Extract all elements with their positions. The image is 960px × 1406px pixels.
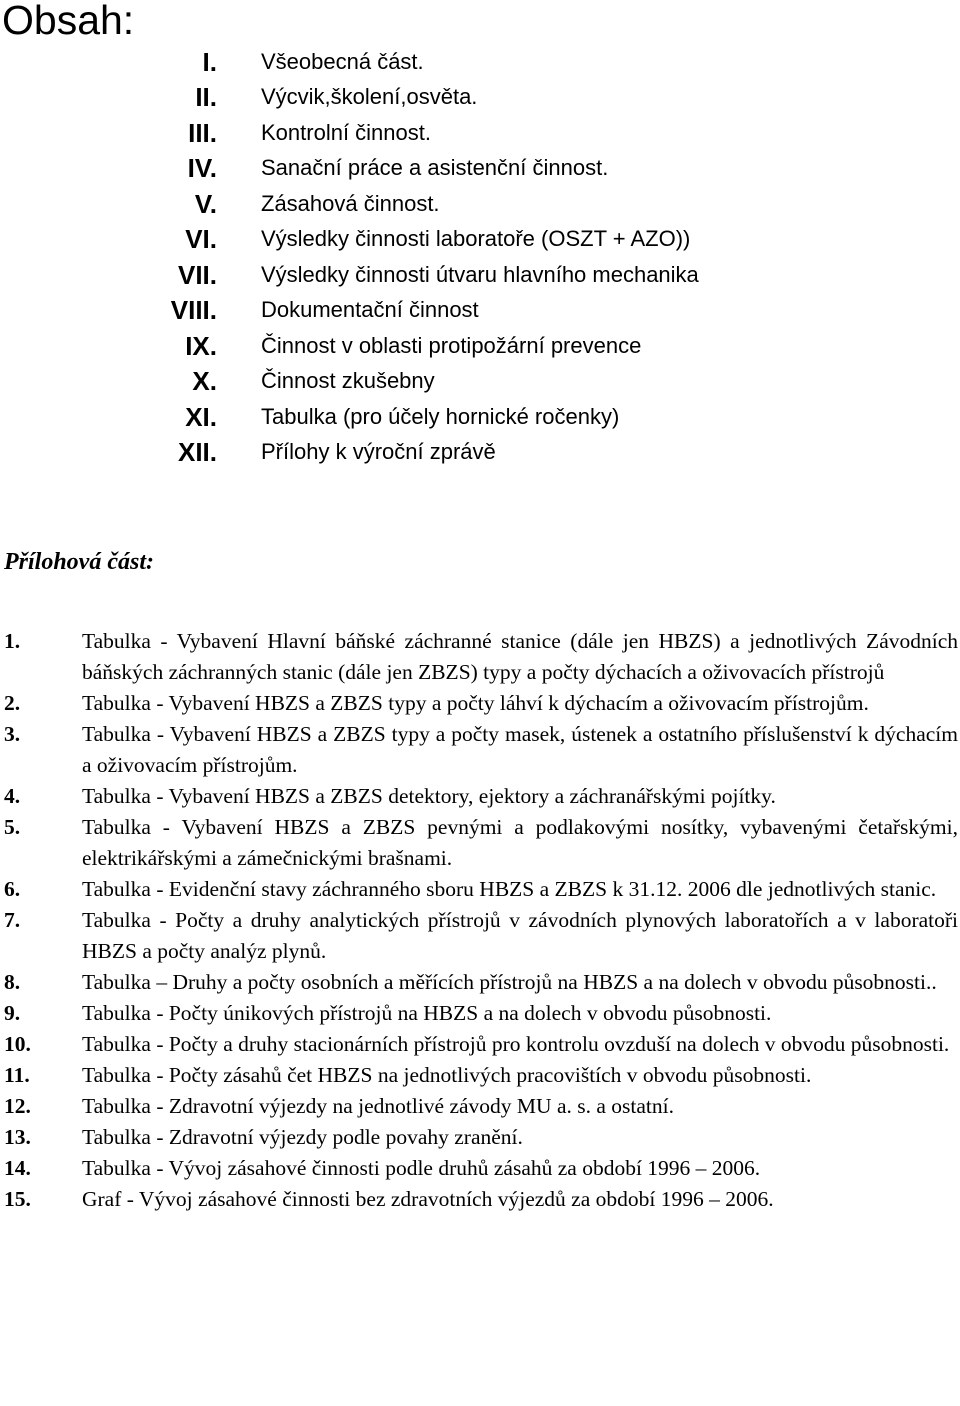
toc-item bbox=[0, 364, 960, 400]
appendix-item-number: 1. bbox=[4, 629, 21, 653]
appendix-item-number: 15. bbox=[4, 1187, 31, 1211]
toc-number: V. bbox=[194, 188, 217, 219]
toc-item bbox=[0, 399, 960, 435]
appendix-item-number: 3. bbox=[4, 722, 21, 746]
appendix-item-number: 13. bbox=[4, 1125, 31, 1149]
appendix-item-text: Graf - Vývoj zásahové činnosti bez zdravotních výjezdů za období 1996 – 2006. bbox=[82, 1187, 774, 1211]
appendix-item-text: Tabulka - Vývoj zásahové činnosti podle druhů zásahů za období 1996 – 2006. bbox=[82, 1156, 761, 1180]
appendix-list bbox=[0, 626, 960, 1215]
appendix-item bbox=[0, 1184, 960, 1215]
appendix-item bbox=[0, 719, 960, 781]
toc-number: IX. bbox=[185, 330, 217, 361]
appendix-item bbox=[0, 1122, 960, 1153]
appendix-item-text: Tabulka - Počty a druhy stacionárních přístrojů pro kontrolu ovzduší na dolech v obvodu působnosti. bbox=[82, 1032, 950, 1056]
toc-number: IV. bbox=[187, 153, 217, 184]
toc-label: Přílohy k výroční zprávě bbox=[261, 439, 496, 465]
appendix-item bbox=[0, 626, 960, 688]
appendix-item-number: 10. bbox=[4, 1032, 31, 1056]
toc-item bbox=[0, 293, 960, 329]
toc-label: Výsledky činnosti laboratoře (OSZT + AZO)) bbox=[261, 226, 691, 252]
appendix-item-text: Tabulka - Vybavení HBZS a ZBZS pevnými a podlakovými nosítky, vybavenými četařskými, elektrikářskými a zámečnickými brašnami. bbox=[82, 815, 958, 870]
appendix-item-text: Tabulka - Vybavení HBZS a ZBZS typy a počty láhví k dýchacím a oživovacím přístrojům. bbox=[82, 691, 869, 715]
toc-item bbox=[0, 186, 960, 222]
appendix-item bbox=[0, 1153, 960, 1184]
appendix-item bbox=[0, 688, 960, 719]
appendix-item bbox=[0, 1060, 960, 1091]
appendix-heading: Přílohová část: bbox=[4, 549, 154, 575]
toc-item bbox=[0, 151, 960, 187]
appendix-item-number: 6. bbox=[4, 877, 21, 901]
toc-label: Tabulka (pro účely hornické ročenky) bbox=[261, 403, 620, 429]
toc-label: Činnost zkušebny bbox=[261, 368, 435, 394]
appendix-item bbox=[0, 1091, 960, 1122]
page-title: Obsah: bbox=[2, 0, 135, 43]
appendix-item-number: 4. bbox=[4, 784, 21, 808]
toc-item bbox=[0, 115, 960, 151]
toc-label: Dokumentační činnost bbox=[261, 297, 479, 323]
appendix-item-text: Tabulka - Vybavení HBZS a ZBZS detektory, ejektory a záchranářskými pojítky. bbox=[82, 784, 776, 808]
toc-number: XII. bbox=[177, 437, 217, 468]
toc-number: X. bbox=[192, 366, 217, 397]
appendix-item-number: 11. bbox=[4, 1063, 30, 1087]
toc-number: III. bbox=[188, 117, 217, 148]
toc-label: Zásahová činnost. bbox=[261, 190, 440, 216]
toc-number: VII. bbox=[177, 259, 217, 290]
appendix-item bbox=[0, 781, 960, 812]
toc-label: Kontrolní činnost. bbox=[261, 119, 431, 145]
toc-label: Výsledky činnosti útvaru hlavního mechanika bbox=[261, 261, 699, 287]
appendix-item bbox=[0, 874, 960, 905]
appendix-item-text: Tabulka - Zdravotní výjezdy na jednotlivé závody MU a. s. a ostatní. bbox=[82, 1094, 674, 1118]
appendix-item-text: Tabulka – Druhy a počty osobních a měřících přístrojů na HBZS a na dolech v obvodu působnosti.. bbox=[82, 970, 937, 994]
appendix-item-text: Tabulka - Vybavení HBZS a ZBZS typy a počty masek, ústenek a ostatního příslušenství k dýchacím a oživovacím přístrojům. bbox=[82, 722, 958, 777]
toc-label: Výcvik,školení,osvěta. bbox=[261, 84, 478, 110]
appendix-item-number: 9. bbox=[4, 1001, 21, 1025]
table-of-contents bbox=[0, 44, 960, 470]
appendix-item bbox=[0, 905, 960, 967]
appendix-item bbox=[0, 998, 960, 1029]
appendix-item-text: Tabulka - Počty zásahů čet HBZS na jednotlivých pracovištích v obvodu působnosti. bbox=[82, 1063, 812, 1087]
appendix-item-text: Tabulka - Evidenční stavy záchranného sboru HBZS a ZBZS k 31.12. 2006 dle jednotlivých stanic. bbox=[82, 877, 937, 901]
appendix-item-text: Tabulka - Počty a druhy analytických přístrojů v závodních plynových laboratořích a v laboratoři HBZS a počty analýz plynů. bbox=[82, 908, 958, 963]
appendix-item-number: 14. bbox=[4, 1156, 31, 1180]
toc-item bbox=[0, 328, 960, 364]
toc-label: Činnost v oblasti protipožární prevence bbox=[261, 332, 642, 358]
toc-number: VI. bbox=[185, 224, 217, 255]
toc-item bbox=[0, 222, 960, 258]
appendix-item-number: 5. bbox=[4, 815, 21, 839]
appendix-item bbox=[0, 812, 960, 874]
toc-number: VIII. bbox=[170, 295, 217, 326]
toc-item bbox=[0, 80, 960, 116]
appendix-item-number: 7. bbox=[4, 908, 21, 932]
appendix-item-number: 2. bbox=[4, 691, 21, 715]
toc-label: Všeobecná část. bbox=[261, 48, 424, 74]
appendix-item-text: Tabulka - Zdravotní výjezdy podle povahy zranění. bbox=[82, 1125, 523, 1149]
toc-number: II. bbox=[195, 82, 217, 113]
toc-item bbox=[0, 435, 960, 471]
toc-item bbox=[0, 44, 960, 80]
appendix-item-text: Tabulka - Počty únikových přístrojů na HBZS a na dolech v obvodu působnosti. bbox=[82, 1001, 772, 1025]
toc-item bbox=[0, 257, 960, 293]
toc-label: Sanační práce a asistenční činnost. bbox=[261, 155, 609, 181]
appendix-item bbox=[0, 1029, 960, 1060]
toc-number: XI. bbox=[185, 401, 217, 432]
appendix-item-number: 8. bbox=[4, 970, 21, 994]
toc-number: I. bbox=[202, 46, 217, 77]
appendix-item-text: Tabulka - Vybavení Hlavní báňské záchranné stanice (dále jen HBZS) a jednotlivých Závodních báňských záchranných stanic (dále jen ZBZS) typy a počty dýchacích a oživovacích přístrojů bbox=[82, 629, 958, 684]
appendix-item-number: 12. bbox=[4, 1094, 31, 1118]
appendix-item bbox=[0, 967, 960, 998]
